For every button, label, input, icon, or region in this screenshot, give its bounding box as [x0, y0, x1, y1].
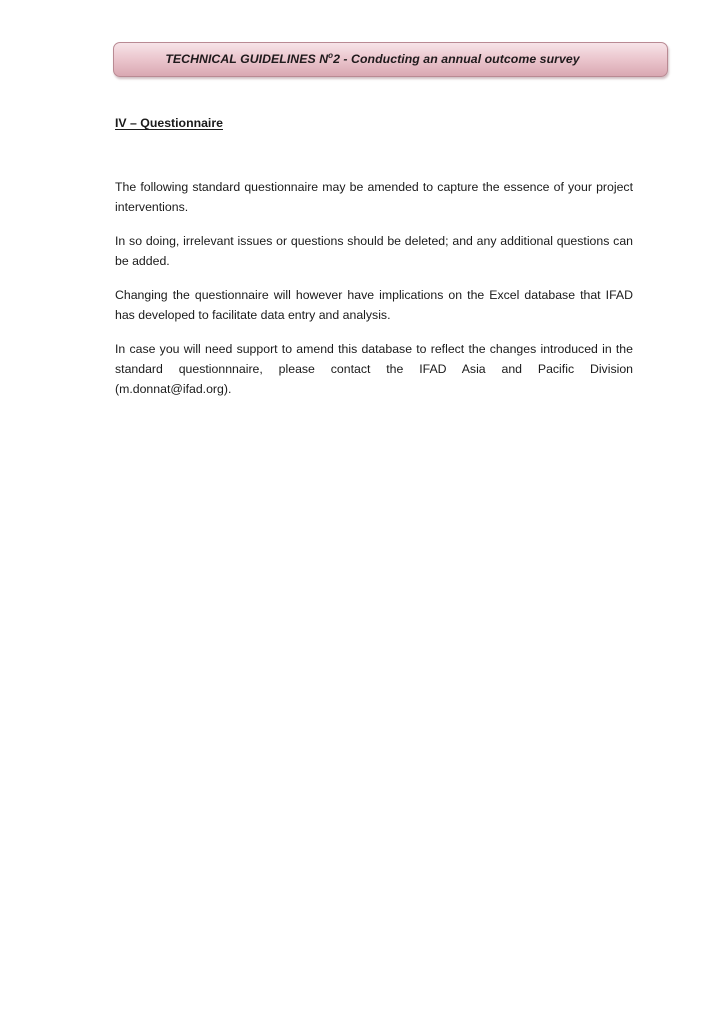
paragraph-intro: The following standard questionnaire may be amended to capture the essence of your project interventions.	[115, 180, 633, 214]
paragraph-deletions: In so doing, irrelevant issues or questions should be deleted; and any additional questions can be added.	[115, 234, 633, 268]
header-title-superscript: o	[328, 51, 334, 60]
header-title	[114, 43, 667, 76]
section-heading: IV – Questionnaire	[115, 116, 223, 130]
header-title-suffix: 2 - Conducting an annual outcome survey	[333, 52, 580, 66]
paragraph-contact: In case you will need support to amend this database to reflect the changes introduced in the standard questionnnaire, please contact the IFAD Asia and Pacific Division (m.donnat@ifad.org).	[115, 342, 633, 396]
header-title-prefix: TECHNICAL GUIDELINES N	[165, 52, 329, 66]
header-banner	[113, 42, 668, 77]
paragraph-database-implications: Changing the questionnaire will however have implications on the Excel database that IFAD has developed to facilitate data entry and analysis.	[115, 288, 633, 322]
